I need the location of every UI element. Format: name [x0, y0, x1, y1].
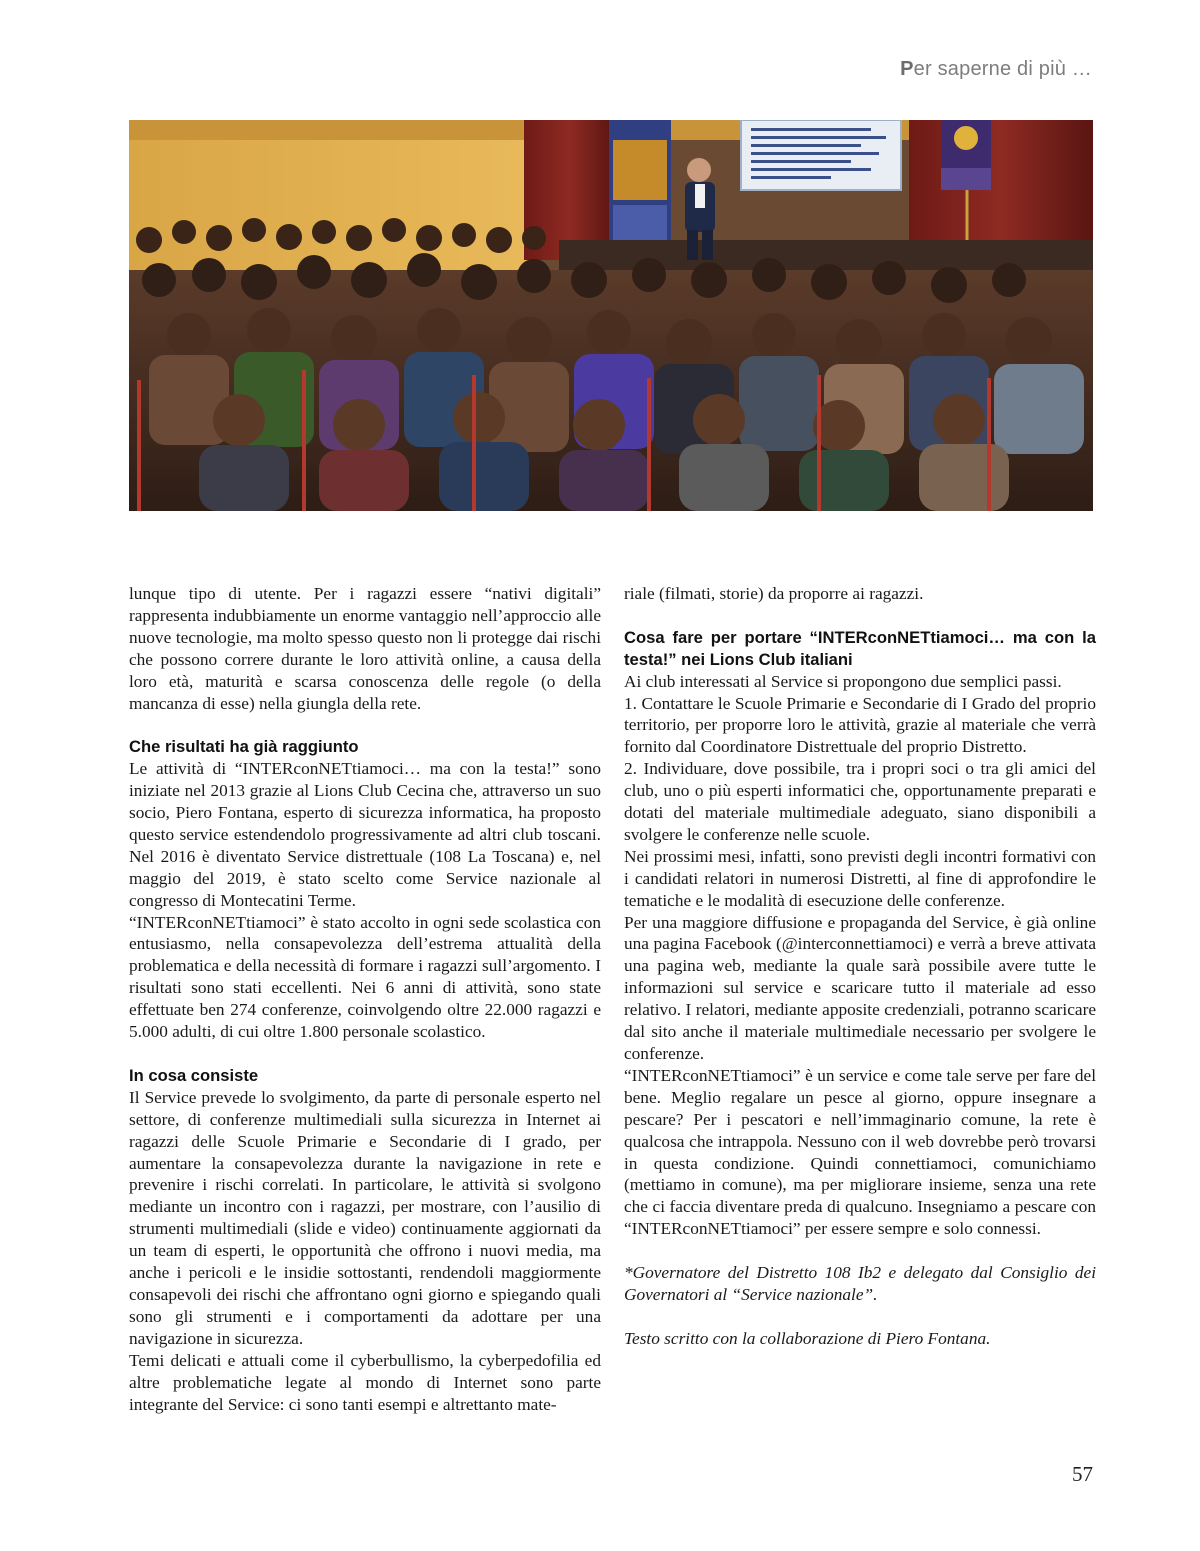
conference-photo-illustration: [129, 120, 1093, 511]
left-paragraph-2: Le attività di “INTERconNETtiamoci… ma con la testa!” sono iniziate nel 2013 grazie al Lions Club Cecina che, attraverso un suo socio, Piero Fontana, esperto di sicurezza informatica, ha proposto questo service estendendolo progressivamente ad altri club toscani. Nel 2016 è diventato Service distrettuale (108 La Toscana) e, nel maggio del 2019, è stato scelto come Service nazionale al congresso di Montecatini Terme.: [129, 759, 601, 910]
left-paragraph-1: lunque tipo di utente. Per i ragazzi essere “nativi digitali” rappresenta indubbiamente un enorme vantaggio nell’approccio alle nuove tecnologie, ma molto spesso questo non li protegge dai rischi che possono correre durante le loro attività online, a causa della loro età, maturità e scarsa conoscenza delle regole (o della mancanza di esse) nella giungla della rete.: [129, 584, 601, 713]
conference-photo: [129, 120, 1093, 511]
right-paragraph-3: 1. Contattare le Scuole Primarie e Secondarie di I Grado del proprio territorio, per proporre loro le attività, grazie al materiale che verrà fornito dal Coordinatore Distrettuale del proprio Distretto.: [624, 693, 1096, 757]
credit-line-text: Testo scritto con la collaborazione di Piero Fontana.: [624, 1328, 991, 1348]
yellow-wall: [129, 120, 529, 270]
page-number: 57: [1072, 1462, 1093, 1486]
credit-line: [624, 1328, 1096, 1350]
running-header: [900, 58, 1092, 81]
left-column: [129, 583, 601, 1415]
left-paragraph-4: Il Service prevede lo svolgimento, da parte di personale esperto nel settore, di conferenze multimediali sulla sicurezza in Internet ai ragazzi delle Scuole Primarie e Secondarie di I grado, per aumentare la consapevolezza durante la navigazione in rete e prevenire i rischi correlati. In particolare, le attività si svolgono mediante un incontro con i ragazzi, per mostrare, con l’ausilio di strumenti multimediali (slide e video) continuamente aggiornati da un team di esperti, le opportunità che offrono i nuovi media, ma anche i pericoli e le insidie sottostanti, rendendoli maggiormente consapevoli dei rischi che affrontano ogni giorno e spiegando quali sono gli strumenti e i comportamenti da adottare per una navigazione in sicurezza.: [129, 1087, 601, 1348]
heading-howto: Cosa fare per portare “INTERconNETtiamoci… ma con la testa!” nei Lions Club italiani: [624, 627, 1096, 669]
heading-consists: In cosa consiste: [129, 1065, 259, 1085]
right-paragraph-1: riale (filmati, storie) da proporre ai ragazzi.: [624, 584, 924, 603]
heading-results: Che risultati ha già raggiunto: [129, 737, 359, 757]
right-column: [624, 583, 1096, 1350]
right-paragraph-2: Ai club interessati al Service si propongono due semplici passi.: [624, 671, 1062, 691]
left-paragraph-5: Temi delicati e attuali come il cyberbullismo, la cyberpedofilia ed altre problematiche legate al mondo di Internet sono parte integrante del Service: ci sono tanti esempi e altrettanto mate-: [129, 1350, 601, 1414]
running-header-initial: P: [900, 58, 914, 80]
right-paragraph-5: Nei prossimi mesi, infatti, sono previsti degli incontri formativi con i candidati relatori in numerosi Distretti, al fine di approfondire le tematiche e le modalità di esecuzione delle conferenze.: [624, 846, 1096, 910]
running-header-text: er saperne di più …: [913, 58, 1092, 80]
author-note-text: *Governatore del Distretto 108 Ib2 e delegato dal Consiglio dei Governatori al “Service nazionale”.: [624, 1263, 1096, 1304]
right-paragraph-4: 2. Individuare, dove possibile, tra i propri soci o tra gli amici del club, uno o più esperti informatici che, opportunamente preparati e dotati del materiale multimediale adeguato, siano disponibili a svolgere le conferenze nelle scuole.: [624, 759, 1096, 844]
right-paragraph-7: “INTERconNETtiamoci” è un service e come tale serve per fare del bene. Meglio regalare un pesce al giorno, oppure insegnare a pescare? Per i pescatori e nell’immaginario comune, la rete è qualcosa che intrappola. Nessuno con il web dovrebbe però trovarsi in questa condizione. Quindi connettiamoci, comunichiamo (mettiamo in comune), ma per migliorare insieme, senza una rete che ci faccia diventare preda di qualcuno. Insegniamo a pescare con “INTERconNETtiamoci” per essere sempre e solo connessi.: [624, 1065, 1096, 1239]
right-paragraph-6: Per una maggiore diffusione e propaganda del Service, è già online una pagina Facebook (@interconnettiamoci) e verrà a breve attivata una pagina web, mediante la quale sarà possibile avere tutte le informazioni sul service e scaricare tutto il materiale ad esso relativo. I relatori, mediante apposite credenziali, potranno scaricare dal sito anche il materiale multimediale necessario per svolgere le conferenze.: [624, 912, 1096, 1064]
left-paragraph-3: “INTERconNETtiamoci” è stato accolto in ogni sede scolastica con entusiasmo, nella consapevolezza dell’estrema attualità della problematica e della necessità di formare i ragazzi sull’argomento. I risultati sono stati eccellenti. Nei 6 anni di attività, sono state effettuate ben 274 conferenze, coinvolgendo oltre 22.000 ragazzi e 5.000 adulti, di cui oltre 1.800 personale scolastico.: [129, 912, 601, 1042]
author-note: [624, 1262, 1096, 1306]
